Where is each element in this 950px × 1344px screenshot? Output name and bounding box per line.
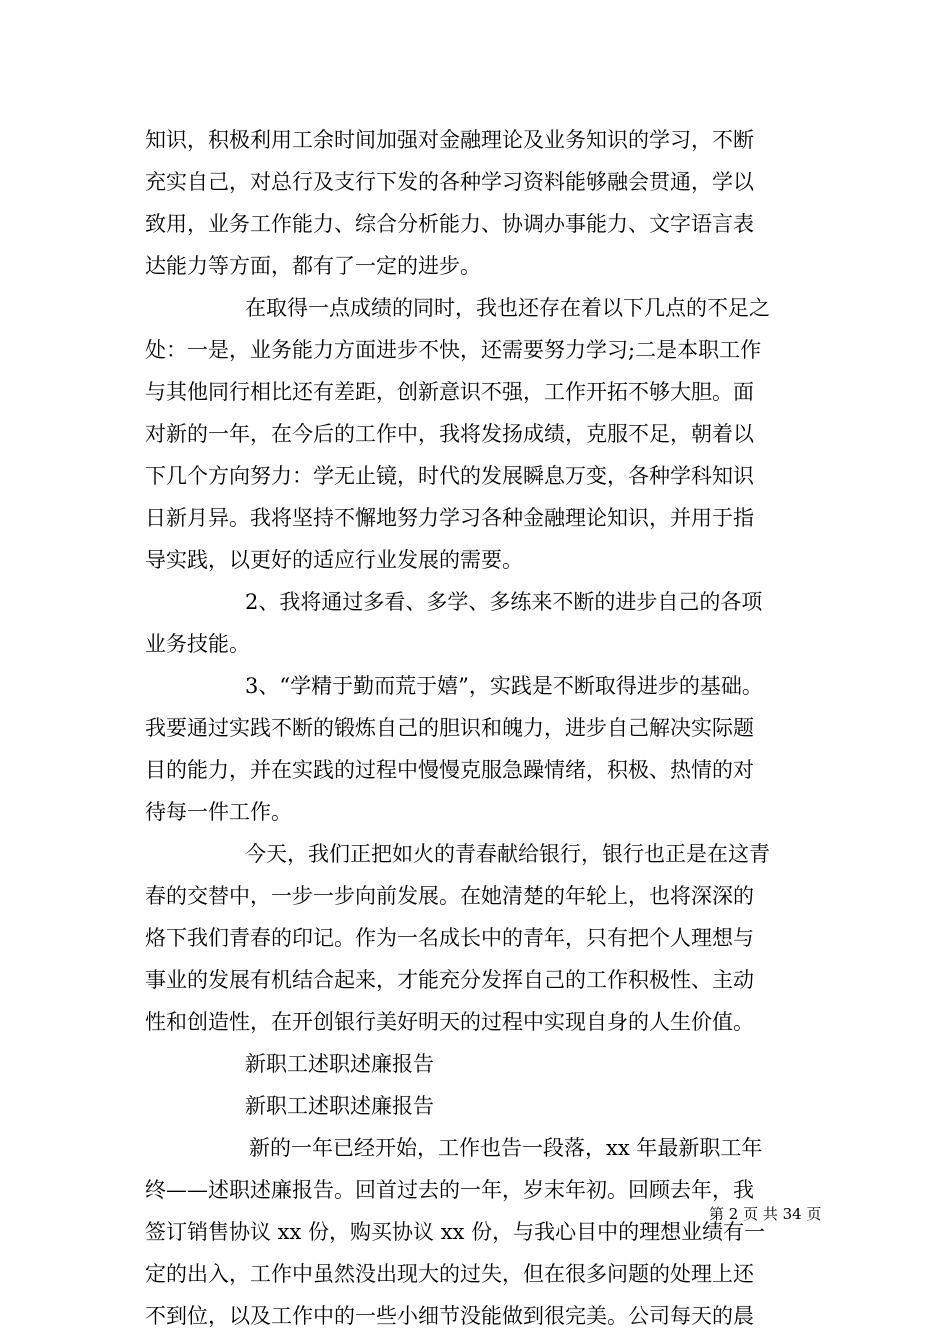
text-line: 处：一是，业务能力方面进步不快，还需要努力学习;二是本职工作 <box>145 338 762 362</box>
text-line: 待每一件工作。 <box>145 800 292 824</box>
text-line: 对新的一年，在今后的工作中，我将发扬成绩，克服不足，朝着以 <box>145 422 754 446</box>
text-line: 定的出入，工作中虽然没出现大的过失，但在很多问题的处理上还 <box>145 1262 754 1286</box>
section-heading: 新职工述职述廉报告 <box>245 1094 434 1118</box>
body-text <box>145 119 821 1337</box>
text-line: 签订销售协议 xx 份，购买协议 xx 份，与我心目中的理想业绩有一 <box>145 1220 766 1244</box>
text-line: 性和创造性，在开创银行美好明天的过程中实现自身的人生价值。 <box>145 1010 754 1034</box>
text-line: 终——述职述廉报告。回首过去的一年，岁末年初。回顾去年，我 <box>145 1178 754 1202</box>
text-line: 我要通过实践不断的锻炼自己的胆识和魄力，进步自己解决实际题 <box>145 716 754 740</box>
text-line: 致用，业务工作能力、综合分析能力、协调办事能力、文字语言表 <box>145 212 754 236</box>
text-line: 不到位，以及工作中的一些小细节没能做到很完美。公司每天的晨 <box>145 1304 754 1328</box>
text-line: 事业的发展有机结合起来，才能充分发挥自己的工作积极性、主动 <box>145 968 754 992</box>
text-line: 春的交替中，一步一步向前发展。在她清楚的年轮上，也将深深的 <box>145 884 754 908</box>
paragraph-first-line: 3、“学精于勤而荒于嬉”，实践是不断取得进步的基础。 <box>245 674 763 698</box>
text-line: 达能力等方面，都有了一定的进步。 <box>145 254 481 278</box>
text-line: 与其他同行相比还有差距，创新意识不强，工作开拓不够大胆。面 <box>145 380 754 404</box>
paragraph-first-line: 2、我将通过多看、多学、多练来不断的进步自己的各项 <box>245 590 763 614</box>
text-line: 知识，积极利用工余时间加强对金融理论及业务知识的学习，不断 <box>145 128 754 152</box>
text-line: 业务技能。 <box>145 632 250 656</box>
paragraph-first-line: 新的一年已经开始，工作也告一段落，xx 年最新职工年 <box>249 1136 763 1160</box>
paragraph-first-line: 今天，我们正把如火的青春献给银行，银行也正是在这青 <box>245 842 770 866</box>
text-line: 目的能力，并在实践的过程中慢慢克服急躁情绪，积极、热情的对 <box>145 758 754 782</box>
text-line: 下几个方向努力：学无止镜，时代的发展瞬息万变，各种学科知识 <box>145 464 754 488</box>
text-line: 导实践，以更好的适应行业发展的需要。 <box>145 548 523 572</box>
section-heading: 新职工述职述廉报告 <box>245 1052 434 1076</box>
text-line: 日新月异。我将坚持不懈地努力学习各种金融理论知识，并用于指 <box>145 506 754 530</box>
text-line: 充实自己，对总行及支行下发的各种学习资料能够融会贯通，学以 <box>145 170 754 194</box>
paragraph-first-line: 在取得一点成绩的同时，我也还存在着以下几点的不足之 <box>245 296 770 320</box>
page-number-footer: 第 2 页 共 34 页 <box>709 1205 822 1223</box>
text-line: 烙下我们青春的印记。作为一名成长中的青年，只有把个人理想与 <box>145 926 754 950</box>
